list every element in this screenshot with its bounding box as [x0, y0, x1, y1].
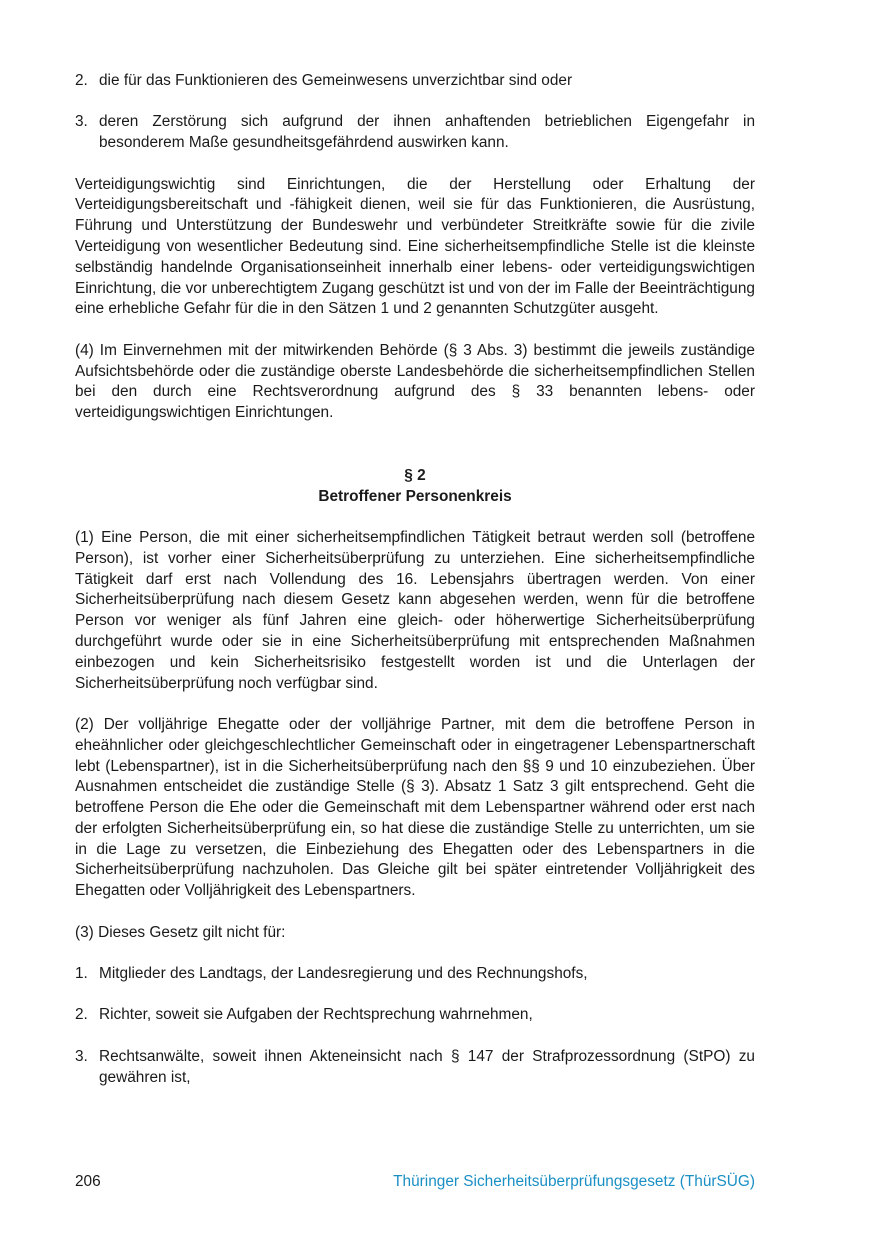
- list-item-number: 3.: [75, 113, 88, 131]
- section-2-paragraph-2: (2) Der volljährige Ehegatte oder der volljährige Partner, mit dem die betroffene Person in eheähnlicher oder gleichgeschlechtlicher Gemeinschaft oder in eingetragener Lebenspartnerschaft lebt (Lebenspartner), ist in die Sicherheitsüberprüfung nach den §§ 9 und 10 einzubeziehen. Über Ausnahmen entscheidet die zuständige Stelle (§ 3). Absatz 1 Satz 3 gilt entsprechend. Geht die betroffene Person die Ehe oder die Gemeinschaft mit dem Lebenspartner während oder erst nach der erfolgten Sicherheitsüberprüfung ein, so hat diese die zuständige Stelle zu unterrichten, um sie in die Lage zu versetzen, die Einbeziehung des Ehegatten oder des Lebenspartners in die Sicherheitsüberprüfung nachzuholen. Das Gleiche gilt bei später eintretender Volljährigkeit des Ehegatten oder Volljährigkeit des Lebenspartners.: [75, 715, 755, 900]
- list-item: [75, 1047, 755, 1089]
- list-item-number: 1.: [75, 965, 88, 983]
- footer-title: Thüringer Sicherheitsüberprüfungsgesetz (ThürSÜG): [393, 1173, 755, 1190]
- list-item: [75, 71, 755, 92]
- list-item-text: die für das Funktionieren des Gemeinwesens unverzichtbar sind oder: [99, 72, 573, 89]
- list-item: [75, 964, 755, 985]
- list-item-text: Rechtsanwälte, soweit ihnen Akteneinsicht nach § 147 der Strafprozessordnung (StPO) zu gewähren ist,: [99, 1047, 755, 1086]
- list-item: [75, 1005, 755, 1026]
- list-item-number: 2.: [75, 1006, 88, 1024]
- section-2-paragraph-3: (3) Dieses Gesetz gilt nicht für:: [75, 923, 286, 941]
- list-item-number: 2.: [75, 72, 88, 89]
- section-title: Betroffener Personenkreis: [318, 487, 512, 505]
- list-item-text: Mitglieder des Landtags, der Landesregierung und des Rechnungshofs,: [99, 965, 588, 983]
- list-item: [75, 112, 755, 154]
- section-number: § 2: [404, 466, 426, 484]
- section-2-paragraph-1: (1) Eine Person, die mit einer sicherheitsempfindlichen Tätigkeit betraut werden soll (betroffene Person), ist vorher einer Sicherheitsüberprüfung zu unterziehen. Eine sicherheitsempfindliche Tätigkeit darf erst nach Vollendung des 16. Lebensjahrs übertragen werden. Von einer Sicherheitsüberprüfung nach diesem Gesetz kann abgesehen werden, wenn für die betroffene Person vor weniger als fünf Jahren eine gleich- oder höherwertige Sicherheitsüberprüfung durchgeführt wurde oder sie in eine Sicherheitsüberprüfung mit entsprechenden Maßnahmen einbezogen und kein Sicherheitsrisiko festgestellt worden ist und die Unterlagen der Sicherheitsüberprüfung noch verfügbar sind.: [75, 528, 755, 692]
- page-number: 206: [75, 1173, 101, 1190]
- paragraph-4: (4) Im Einvernehmen mit der mitwirkenden Behörde (§ 3 Abs. 3) bestimmt die jeweils zuständige Aufsichtsbehörde oder die zuständige oberste Landesbehörde die sicherheitsempfindlichen Stellen bei den durch eine Rechtsverordnung aufgrund des § 33 benannten lebens- oder verteidigungswichtigen Einrichtungen.: [75, 341, 755, 422]
- section-heading: [75, 465, 755, 507]
- list-item-text: deren Zerstörung sich aufgrund der ihnen anhaftenden betrieblichen Eigengefahr in besonderem Maße gesundheitsgefährdend auswirken kann.: [99, 113, 755, 152]
- list-item-number: 3.: [75, 1047, 88, 1065]
- list-item-text: Richter, soweit sie Aufgaben der Rechtsprechung wahrnehmen,: [99, 1006, 533, 1024]
- paragraph-defense-definition: Verteidigungswichtig sind Einrichtungen, die der Herstellung oder Erhaltung der Verteidigungsbereitschaft und -fähigkeit dienen, weil sie für das Funktionieren, die Ausrüstung, Führung und Unterstützung der Bundeswehr und verbündeter Streitkräfte sowie für die zivile Verteidigung von wesentlicher Bedeutung sind. Eine sicherheitsempfindliche Stelle ist die kleinste selbständig handelnde Organisationseinheit innerhalb einer lebens- oder verteidigungswichtigen Einrichtung, die vor unberechtigtem Zugang geschützt ist und von der im Falle der Beeinträchtigung eine erhebliche Gefahr für die in den Sätzen 1 und 2 genannten Schutzgüter ausgeht.: [75, 175, 755, 318]
- page-body: [75, 71, 755, 1109]
